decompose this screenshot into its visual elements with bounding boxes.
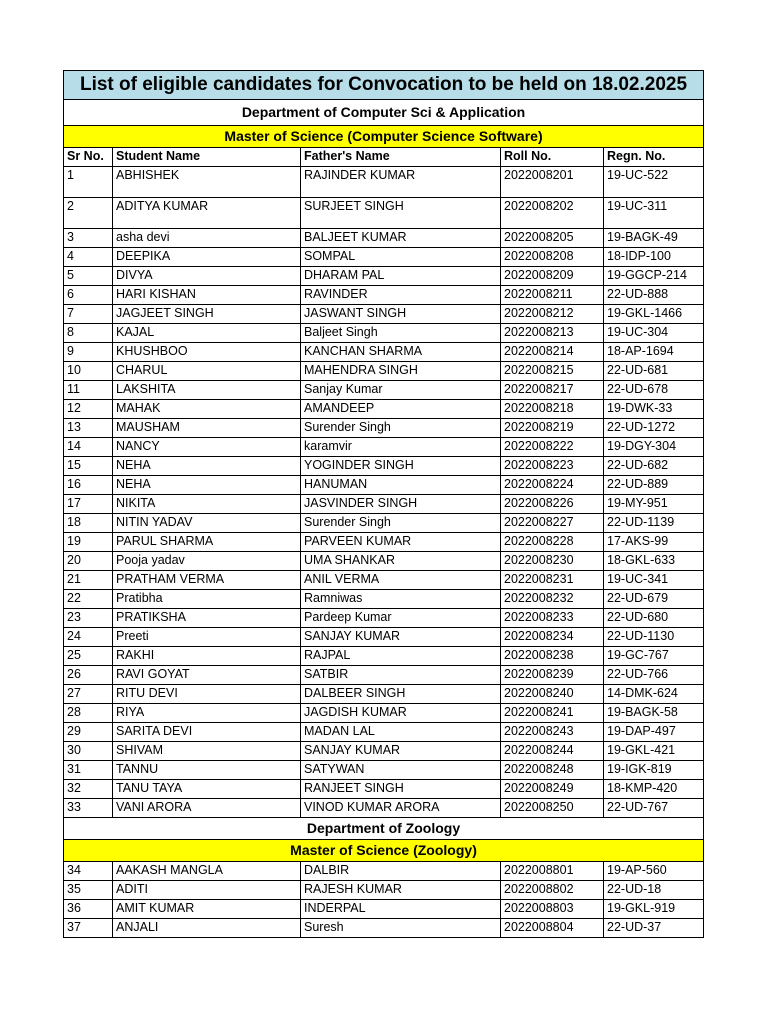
regn-no-cell: 22-UD-18 <box>604 881 704 900</box>
student-name-cell: CHARUL <box>113 362 301 381</box>
roll-no-cell: 2022008202 <box>501 198 604 229</box>
roll-no-cell: 2022008234 <box>501 628 604 647</box>
father-name-cell: Ramniwas <box>301 590 501 609</box>
regn-no-cell: 19-IGK-819 <box>604 761 704 780</box>
sr-no-cell: 34 <box>64 862 113 881</box>
regn-no-header: Regn. No. <box>604 148 704 167</box>
roll-no-cell: 2022008802 <box>501 881 604 900</box>
program-row <box>64 840 704 862</box>
roll-no-cell: 2022008803 <box>501 900 604 919</box>
father-name-cell: Sanjay Kumar <box>301 381 501 400</box>
father-name-cell: RAVINDER <box>301 286 501 305</box>
table-row <box>64 267 704 286</box>
student-name-cell: AMIT KUMAR <box>113 900 301 919</box>
student-name-cell: RITU DEVI <box>113 685 301 704</box>
student-name-cell: KHUSHBOO <box>113 343 301 362</box>
student-name-cell: SHIVAM <box>113 742 301 761</box>
student-name-cell: SARITA DEVI <box>113 723 301 742</box>
student-name-cell: NITIN YADAV <box>113 514 301 533</box>
table-row <box>64 742 704 761</box>
father-name-cell: SURJEET SINGH <box>301 198 501 229</box>
student-name-cell: RAVI GOYAT <box>113 666 301 685</box>
candidate-table <box>63 70 704 938</box>
student-name-header: Student Name <box>113 148 301 167</box>
sr-no-cell: 16 <box>64 476 113 495</box>
regn-no-cell: 19-GKL-421 <box>604 742 704 761</box>
student-name-cell: HARI KISHAN <box>113 286 301 305</box>
department-row <box>64 818 704 840</box>
table-row <box>64 457 704 476</box>
roll-no-cell: 2022008214 <box>501 343 604 362</box>
roll-no-cell: 2022008232 <box>501 590 604 609</box>
student-name-cell: DIVYA <box>113 267 301 286</box>
sr-no-cell: 13 <box>64 419 113 438</box>
sr-no-cell: 14 <box>64 438 113 457</box>
regn-no-cell: 18-IDP-100 <box>604 248 704 267</box>
sr-no-cell: 23 <box>64 609 113 628</box>
father-name-cell: HANUMAN <box>301 476 501 495</box>
department-row <box>64 100 704 126</box>
roll-no-cell: 2022008205 <box>501 229 604 248</box>
regn-no-cell: 22-UD-682 <box>604 457 704 476</box>
student-name-cell: MAUSHAM <box>113 419 301 438</box>
father-name-cell: JASVINDER SINGH <box>301 495 501 514</box>
sr-no-cell: 31 <box>64 761 113 780</box>
student-name-cell: NIKITA <box>113 495 301 514</box>
roll-no-cell: 2022008212 <box>501 305 604 324</box>
father-name-cell: MADAN LAL <box>301 723 501 742</box>
regn-no-cell: 18-AP-1694 <box>604 343 704 362</box>
father-name-cell: DALBIR <box>301 862 501 881</box>
table-row <box>64 495 704 514</box>
sr-no-cell: 5 <box>64 267 113 286</box>
sr-no-cell: 7 <box>64 305 113 324</box>
roll-no-cell: 2022008249 <box>501 780 604 799</box>
table-row <box>64 419 704 438</box>
candidate-list-sheet <box>63 70 703 938</box>
father-name-cell: RAJINDER KUMAR <box>301 167 501 198</box>
father-name-cell: RAJPAL <box>301 647 501 666</box>
regn-no-cell: 19-GGCP-214 <box>604 267 704 286</box>
regn-no-cell: 19-DWK-33 <box>604 400 704 419</box>
roll-no-cell: 2022008239 <box>501 666 604 685</box>
student-name-cell: NEHA <box>113 476 301 495</box>
student-name-cell: ADITYA KUMAR <box>113 198 301 229</box>
student-name-cell: TANNU <box>113 761 301 780</box>
roll-no-cell: 2022008804 <box>501 919 604 938</box>
table-row <box>64 723 704 742</box>
roll-no-cell: 2022008219 <box>501 419 604 438</box>
student-name-cell: Pooja yadav <box>113 552 301 571</box>
father-name-cell: VINOD KUMAR ARORA <box>301 799 501 818</box>
father-name-cell: YOGINDER SINGH <box>301 457 501 476</box>
roll-no-cell: 2022008213 <box>501 324 604 343</box>
table-row <box>64 362 704 381</box>
father-name-cell: RANJEET SINGH <box>301 780 501 799</box>
department-heading: Department of Computer Sci & Application <box>64 100 704 126</box>
regn-no-cell: 18-GKL-633 <box>604 552 704 571</box>
table-row <box>64 400 704 419</box>
father-name-cell: karamvir <box>301 438 501 457</box>
sr-no-cell: 6 <box>64 286 113 305</box>
father-name-cell: SOMPAL <box>301 248 501 267</box>
sr-no-cell: 26 <box>64 666 113 685</box>
sr-no-cell: 30 <box>64 742 113 761</box>
sr-no-cell: 29 <box>64 723 113 742</box>
table-row <box>64 514 704 533</box>
sr-no-cell: 11 <box>64 381 113 400</box>
title-row <box>64 71 704 100</box>
roll-no-cell: 2022008228 <box>501 533 604 552</box>
student-name-cell: Pratibha <box>113 590 301 609</box>
father-name-cell: Baljeet Singh <box>301 324 501 343</box>
sr-no-cell: 35 <box>64 881 113 900</box>
sr-no-cell: 15 <box>64 457 113 476</box>
student-name-cell: ANJALI <box>113 919 301 938</box>
regn-no-cell: 22-UD-1130 <box>604 628 704 647</box>
student-name-cell: TANU TAYA <box>113 780 301 799</box>
sr-no-cell: 28 <box>64 704 113 723</box>
student-name-cell: VANI ARORA <box>113 799 301 818</box>
student-name-cell: PRATIKSHA <box>113 609 301 628</box>
table-row <box>64 571 704 590</box>
roll-no-cell: 2022008224 <box>501 476 604 495</box>
sr-no-cell: 37 <box>64 919 113 938</box>
student-name-cell: PRATHAM VERMA <box>113 571 301 590</box>
father-name-cell: DALBEER SINGH <box>301 685 501 704</box>
regn-no-cell: 19-MY-951 <box>604 495 704 514</box>
student-name-cell: NEHA <box>113 457 301 476</box>
sr-no-cell: 33 <box>64 799 113 818</box>
student-name-cell: MAHAK <box>113 400 301 419</box>
roll-no-cell: 2022008240 <box>501 685 604 704</box>
regn-no-cell: 19-UC-341 <box>604 571 704 590</box>
student-name-cell: asha devi <box>113 229 301 248</box>
roll-no-cell: 2022008243 <box>501 723 604 742</box>
table-row <box>64 761 704 780</box>
father-name-cell: SANJAY KUMAR <box>301 742 501 761</box>
roll-no-cell: 2022008233 <box>501 609 604 628</box>
table-row <box>64 609 704 628</box>
regn-no-cell: 19-GKL-919 <box>604 900 704 919</box>
table-row <box>64 381 704 400</box>
table-row <box>64 229 704 248</box>
regn-no-cell: 19-UC-311 <box>604 198 704 229</box>
table-row <box>64 704 704 723</box>
sr-no-cell: 18 <box>64 514 113 533</box>
student-name-cell: JAGJEET SINGH <box>113 305 301 324</box>
father-name-cell: AMANDEEP <box>301 400 501 419</box>
regn-no-cell: 19-GC-767 <box>604 647 704 666</box>
department-heading: Department of Zoology <box>64 818 704 840</box>
regn-no-cell: 22-UD-1272 <box>604 419 704 438</box>
sr-no-cell: 4 <box>64 248 113 267</box>
table-row <box>64 476 704 495</box>
table-row <box>64 780 704 799</box>
roll-no-cell: 2022008218 <box>501 400 604 419</box>
table-row <box>64 666 704 685</box>
regn-no-cell: 19-UC-304 <box>604 324 704 343</box>
regn-no-cell: 22-UD-767 <box>604 799 704 818</box>
father-name-cell: INDERPAL <box>301 900 501 919</box>
father-name-cell: JASWANT SINGH <box>301 305 501 324</box>
table-row <box>64 533 704 552</box>
table-row <box>64 324 704 343</box>
father-name-cell: JAGDISH KUMAR <box>301 704 501 723</box>
regn-no-cell: 19-AP-560 <box>604 862 704 881</box>
table-row <box>64 881 704 900</box>
regn-no-cell: 22-UD-766 <box>604 666 704 685</box>
table-row <box>64 919 704 938</box>
table-row <box>64 552 704 571</box>
student-name-cell: AAKASH MANGLA <box>113 862 301 881</box>
father-name-header: Father's Name <box>301 148 501 167</box>
regn-no-cell: 19-UC-522 <box>604 167 704 198</box>
sr-no-cell: 9 <box>64 343 113 362</box>
roll-no-cell: 2022008241 <box>501 704 604 723</box>
roll-no-cell: 2022008231 <box>501 571 604 590</box>
column-header-row <box>64 148 704 167</box>
father-name-cell: SATYWAN <box>301 761 501 780</box>
sr-no-cell: 24 <box>64 628 113 647</box>
father-name-cell: Surender Singh <box>301 419 501 438</box>
roll-no-cell: 2022008223 <box>501 457 604 476</box>
student-name-cell: ABHISHEK <box>113 167 301 198</box>
father-name-cell: PARVEEN KUMAR <box>301 533 501 552</box>
father-name-cell: SANJAY KUMAR <box>301 628 501 647</box>
student-name-cell: DEEPIKA <box>113 248 301 267</box>
regn-no-cell: 17-AKS-99 <box>604 533 704 552</box>
father-name-cell: BALJEET KUMAR <box>301 229 501 248</box>
student-name-cell: Preeti <box>113 628 301 647</box>
student-name-cell: RAKHI <box>113 647 301 666</box>
regn-no-cell: 19-DAP-497 <box>604 723 704 742</box>
roll-no-cell: 2022008217 <box>501 381 604 400</box>
regn-no-cell: 19-GKL-1466 <box>604 305 704 324</box>
sr-no-cell: 21 <box>64 571 113 590</box>
table-row <box>64 628 704 647</box>
father-name-cell: ANIL VERMA <box>301 571 501 590</box>
father-name-cell: KANCHAN SHARMA <box>301 343 501 362</box>
student-name-cell: NANCY <box>113 438 301 457</box>
student-name-cell: PARUL SHARMA <box>113 533 301 552</box>
roll-no-cell: 2022008208 <box>501 248 604 267</box>
table-row <box>64 248 704 267</box>
regn-no-cell: 14-DMK-624 <box>604 685 704 704</box>
table-row <box>64 900 704 919</box>
sr-no-cell: 12 <box>64 400 113 419</box>
father-name-cell: UMA SHANKAR <box>301 552 501 571</box>
table-row <box>64 685 704 704</box>
page-title: List of eligible candidates for Convocation to be held on 18.02.2025 <box>64 71 704 100</box>
sr-no-cell: 19 <box>64 533 113 552</box>
table-row <box>64 198 704 229</box>
student-name-cell: RIYA <box>113 704 301 723</box>
sr-no-cell: 10 <box>64 362 113 381</box>
father-name-cell: MAHENDRA SINGH <box>301 362 501 381</box>
regn-no-cell: 22-UD-679 <box>604 590 704 609</box>
program-heading: Master of Science (Computer Science Software) <box>64 126 704 148</box>
student-name-cell: ADITI <box>113 881 301 900</box>
roll-no-cell: 2022008230 <box>501 552 604 571</box>
sr-no-cell: 8 <box>64 324 113 343</box>
roll-no-cell: 2022008238 <box>501 647 604 666</box>
regn-no-cell: 22-UD-889 <box>604 476 704 495</box>
sr-no-cell: 1 <box>64 167 113 198</box>
table-row <box>64 647 704 666</box>
table-row <box>64 799 704 818</box>
sr-no-cell: 3 <box>64 229 113 248</box>
roll-no-cell: 2022008209 <box>501 267 604 286</box>
regn-no-cell: 22-UD-680 <box>604 609 704 628</box>
roll-no-cell: 2022008226 <box>501 495 604 514</box>
roll-no-cell: 2022008801 <box>501 862 604 881</box>
father-name-cell: SATBIR <box>301 666 501 685</box>
roll-no-cell: 2022008244 <box>501 742 604 761</box>
sr-no-cell: 32 <box>64 780 113 799</box>
sr-no-cell: 25 <box>64 647 113 666</box>
program-row <box>64 126 704 148</box>
roll-no-cell: 2022008215 <box>501 362 604 381</box>
roll-no-cell: 2022008250 <box>501 799 604 818</box>
sr-no-cell: 2 <box>64 198 113 229</box>
father-name-cell: Pardeep Kumar <box>301 609 501 628</box>
roll-no-cell: 2022008248 <box>501 761 604 780</box>
sr-no-cell: 20 <box>64 552 113 571</box>
roll-no-cell: 2022008211 <box>501 286 604 305</box>
table-row <box>64 343 704 362</box>
regn-no-cell: 19-BAGK-58 <box>604 704 704 723</box>
table-row <box>64 438 704 457</box>
sr-no-cell: 27 <box>64 685 113 704</box>
regn-no-cell: 22-UD-681 <box>604 362 704 381</box>
roll-no-cell: 2022008201 <box>501 167 604 198</box>
father-name-cell: RAJESH KUMAR <box>301 881 501 900</box>
regn-no-cell: 22-UD-37 <box>604 919 704 938</box>
student-name-cell: KAJAL <box>113 324 301 343</box>
sr-no-cell: 36 <box>64 900 113 919</box>
regn-no-cell: 18-KMP-420 <box>604 780 704 799</box>
table-row <box>64 862 704 881</box>
regn-no-cell: 22-UD-1139 <box>604 514 704 533</box>
table-row <box>64 167 704 198</box>
father-name-cell: DHARAM PAL <box>301 267 501 286</box>
table-row <box>64 286 704 305</box>
father-name-cell: Suresh <box>301 919 501 938</box>
sr-no-cell: 22 <box>64 590 113 609</box>
regn-no-cell: 19-DGY-304 <box>604 438 704 457</box>
father-name-cell: Surender Singh <box>301 514 501 533</box>
regn-no-cell: 22-UD-678 <box>604 381 704 400</box>
roll-no-cell: 2022008227 <box>501 514 604 533</box>
regn-no-cell: 19-BAGK-49 <box>604 229 704 248</box>
student-name-cell: LAKSHITA <box>113 381 301 400</box>
table-row <box>64 305 704 324</box>
roll-no-header: Roll No. <box>501 148 604 167</box>
program-heading: Master of Science (Zoology) <box>64 840 704 862</box>
roll-no-cell: 2022008222 <box>501 438 604 457</box>
sr-no-header: Sr No. <box>64 148 113 167</box>
sr-no-cell: 17 <box>64 495 113 514</box>
table-row <box>64 590 704 609</box>
regn-no-cell: 22-UD-888 <box>604 286 704 305</box>
